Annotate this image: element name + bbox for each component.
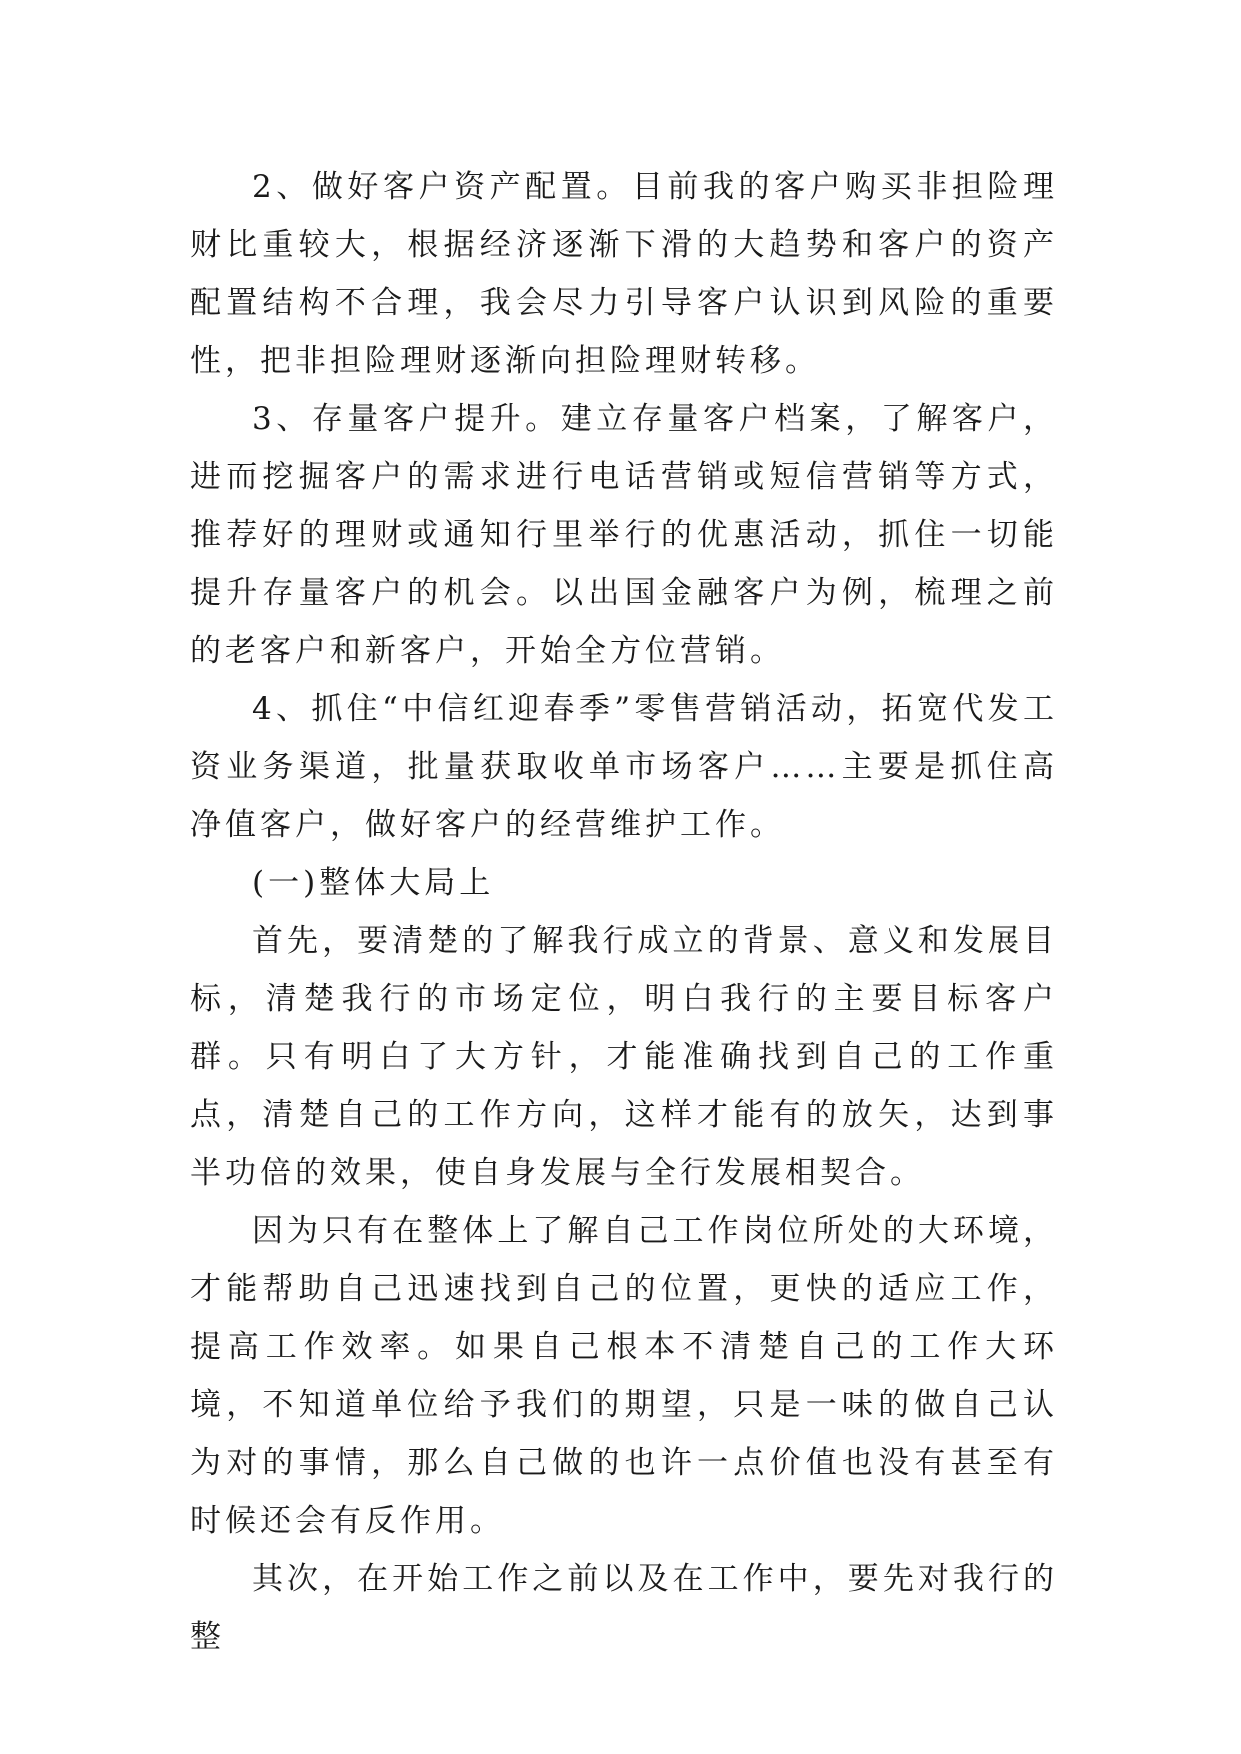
paragraph-existing-customers: 3、存量客户提升。建立存量客户档案，了解客户，进而挖掘客户的需求进行电话营销或短信营销等方式，推荐好的理财或通知行里举行的优惠活动，抓住一切能提升存量客户的机会。以出国金融客户为例，梳理之前的老客户和新客户，开始全方位营销。	[190, 401, 1058, 669]
paragraph-second: 其次，在开始工作之前以及在工作中，要先对我行的整	[190, 1561, 1058, 1655]
section-heading-overall: (一)整体大局上	[252, 865, 495, 901]
paragraph-asset-allocation: 2、做好客户资产配置。目前我的客户购买非担险理财比重较大，根据经济逐渐下滑的大趋势和客户的资产配置结构不合理，我会尽力引导客户认识到风险的重要性，把非担险理财逐渐向担险理财转移。	[190, 169, 1058, 379]
paragraph-because: 因为只有在整体上了解自己工作岗位所处的大环境，才能帮助自己迅速找到自己的位置，更快的适应工作，提高工作效率。如果自己根本不清楚自己的工作大环境，不知道单位给予我们的期望，只是一味的做自己认为对的事情，那么自己做的也许一点价值也没有甚至有时候还会有反作用。	[190, 1213, 1058, 1539]
paragraph-spring-campaign: 4、抓住“中信红迎春季”零售营销活动，拓宽代发工资业务渠道，批量获取收单市场客户……主要是抓住高净值客户，做好客户的经营维护工作。	[190, 691, 1058, 843]
document-body	[190, 158, 1058, 1666]
paragraph-first: 首先，要清楚的了解我行成立的背景、意义和发展目标，清楚我行的市场定位，明白我行的主要目标客户群。只有明白了大方针，才能准确找到自己的工作重点，清楚自己的工作方向，这样才能有的放矢，达到事半功倍的效果，使自身发展与全行发展相契合。	[190, 923, 1058, 1191]
